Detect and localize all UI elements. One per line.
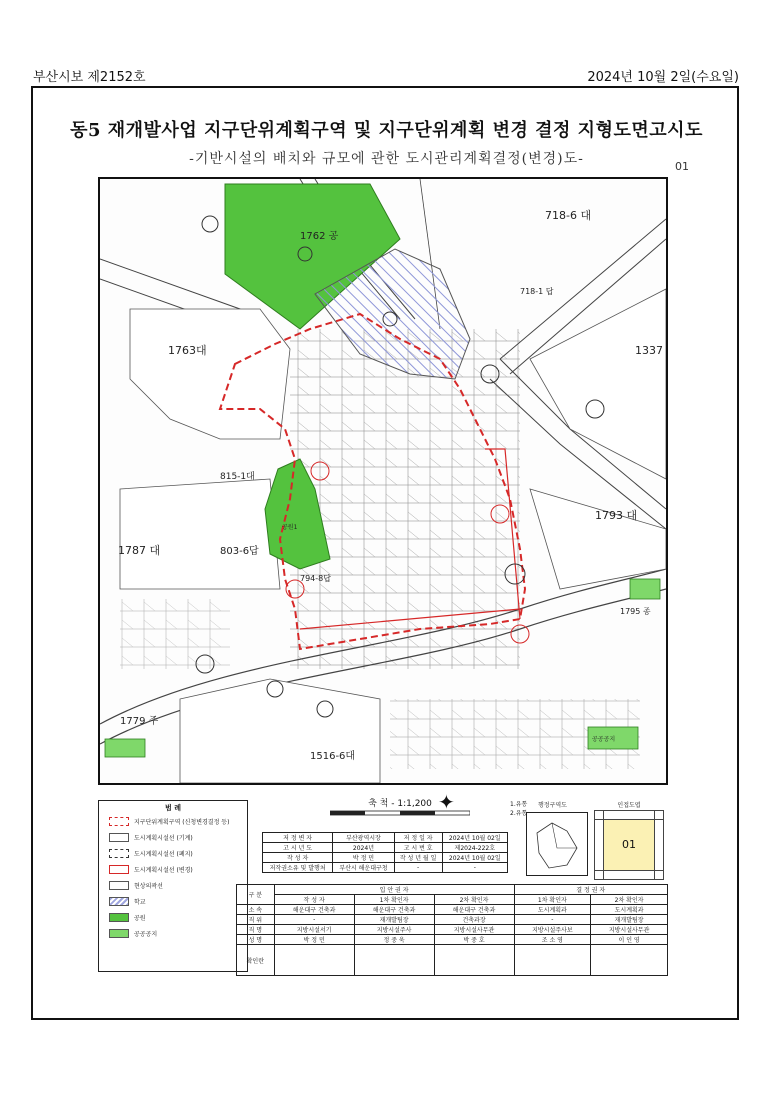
parcel-label: 718-1 답 bbox=[520, 287, 554, 296]
table-cell: 작 성 자 bbox=[274, 895, 354, 905]
legend-swatch bbox=[109, 929, 129, 938]
table-cell: 건축과장 bbox=[434, 915, 514, 925]
parcel-label: 1337 bbox=[635, 344, 663, 357]
table-cell: 이 인 영 bbox=[591, 935, 668, 945]
table-cell bbox=[514, 945, 591, 976]
legend-item bbox=[109, 865, 193, 874]
table-cell: 해운대구 건축과 bbox=[434, 905, 514, 915]
legend-item bbox=[109, 817, 229, 826]
table-cell: 부산시 해운대구청 bbox=[333, 863, 394, 873]
table-cell: 도시계획과 bbox=[591, 905, 668, 915]
table-cell: 재개발팀장 bbox=[354, 915, 434, 925]
legend bbox=[98, 800, 248, 972]
table-cell: 재개발팀장 bbox=[591, 915, 668, 925]
legend-label: 공공공지 bbox=[134, 931, 158, 938]
legend-item bbox=[109, 897, 146, 906]
legend-item bbox=[109, 833, 193, 842]
legend-item bbox=[109, 913, 146, 922]
legend-swatch bbox=[109, 817, 129, 826]
legend-item bbox=[109, 881, 163, 890]
legend-swatch bbox=[109, 865, 129, 874]
table-cell: 1차 확인자 bbox=[354, 895, 434, 905]
table-cell: 작 성 년 월 일 bbox=[394, 853, 442, 863]
table-cell: 도시계획과 bbox=[514, 905, 591, 915]
legend-title: 범 례 bbox=[165, 804, 181, 812]
table-cell: - bbox=[442, 863, 507, 873]
table-cell: 결 정 권 자 bbox=[514, 885, 668, 895]
map-svg bbox=[100, 179, 666, 783]
table-cell: 고 시 년 도 bbox=[263, 843, 333, 853]
table-cell: - bbox=[274, 915, 354, 925]
table-cell: 박 중 호 bbox=[434, 935, 514, 945]
table-cell: 지방시설서기 bbox=[274, 925, 354, 935]
legend-item bbox=[109, 929, 157, 938]
legend-swatch bbox=[109, 897, 129, 906]
table-row bbox=[263, 833, 508, 843]
table-cell bbox=[354, 945, 434, 976]
legend-swatch bbox=[109, 881, 129, 890]
public-space-e bbox=[630, 579, 660, 599]
info-table bbox=[262, 832, 508, 873]
parcel-label: 803-6답 bbox=[220, 546, 259, 557]
west-parcels bbox=[120, 599, 230, 669]
table-cell: 제2024-222호 bbox=[442, 843, 507, 853]
table-cell: 해운대구 건축과 bbox=[274, 905, 354, 915]
table-cell: 입 안 권 자 bbox=[274, 885, 514, 895]
sheet-index bbox=[594, 800, 664, 880]
table-cell: 작 성 자 bbox=[263, 853, 333, 863]
table-cell: - bbox=[394, 863, 442, 873]
publication-label: 부산시보 제2152호 bbox=[33, 70, 146, 85]
approval-table bbox=[236, 884, 668, 976]
location-map bbox=[526, 812, 588, 876]
table-row bbox=[237, 915, 668, 925]
table-cell: 저 정 일 자 bbox=[394, 833, 442, 843]
north-arrow-icon: ✦ bbox=[438, 790, 455, 814]
parcel-label: 1795 종 bbox=[620, 607, 651, 616]
table-cell: 부산광역시장 bbox=[333, 833, 394, 843]
index-label: 2.유통 bbox=[510, 810, 528, 817]
legend-label: 공원 bbox=[134, 915, 146, 922]
table-cell: 2024년 10월 02일 bbox=[442, 833, 507, 843]
parcel-label: 1779 주 bbox=[120, 716, 159, 727]
table-cell: 2024년 bbox=[333, 843, 394, 853]
legend-label: 도시계획시설선 (기계) bbox=[134, 835, 193, 842]
table-cell: 고 시 번 호 bbox=[394, 843, 442, 853]
map-marker-label: 공공공지 bbox=[592, 736, 616, 743]
sheet-index-selected: 01 bbox=[604, 820, 655, 870]
map-marker-label: 공원1 bbox=[282, 524, 298, 531]
table-row bbox=[237, 895, 668, 905]
sheet-number: 01 bbox=[675, 160, 689, 173]
table-cell: 박 정 민 bbox=[274, 935, 354, 945]
table-cell: 직 위 bbox=[237, 915, 275, 925]
table-cell bbox=[274, 945, 354, 976]
parcel-label: 1516-6대 bbox=[310, 751, 356, 762]
table-cell: 해운대구 건축과 bbox=[354, 905, 434, 915]
table-cell: - bbox=[514, 915, 591, 925]
table-cell: 2차 확인자 bbox=[591, 895, 668, 905]
legend-label: 학교 bbox=[134, 899, 146, 906]
legend-swatch bbox=[109, 833, 129, 842]
legend-swatch bbox=[109, 913, 129, 922]
table-cell: 지방시설주사 bbox=[354, 925, 434, 935]
table-cell: 1차 확인자 bbox=[514, 895, 591, 905]
table-cell: 정 중 욱 bbox=[354, 935, 434, 945]
legend-label: 지구단위계획구역 (신청변경결정 등) bbox=[134, 819, 230, 826]
table-row bbox=[263, 843, 508, 853]
table-cell: 저작권소유 및 발행처 bbox=[263, 863, 333, 873]
table-cell: 지방시설주사보 bbox=[514, 925, 591, 935]
table-cell: 2차 확인자 bbox=[434, 895, 514, 905]
cadastral-map bbox=[98, 177, 668, 785]
sheet-index-grid bbox=[594, 810, 664, 880]
table-cell: 성 명 bbox=[237, 935, 275, 945]
dense-parcels bbox=[290, 329, 520, 669]
page-title: 동5 재개발사업 지구단위계획구역 및 지구단위계획 변경 결정 지형도면고시도 bbox=[70, 120, 703, 141]
table-row bbox=[237, 935, 668, 945]
table-cell: 직 명 bbox=[237, 925, 275, 935]
table-cell: 구 분 bbox=[237, 885, 275, 905]
location-map-svg bbox=[527, 813, 587, 875]
table-cell: 소 속 bbox=[237, 905, 275, 915]
table-row bbox=[263, 853, 508, 863]
parcel-label: 1787 대 bbox=[118, 544, 161, 557]
scale-text: 축 척 - 1:1,200 bbox=[368, 799, 432, 809]
index-labels bbox=[510, 800, 527, 818]
table-row bbox=[237, 945, 668, 976]
table-cell: 저 정 변 자 bbox=[263, 833, 333, 843]
parcel-label: 815-1대 bbox=[220, 472, 255, 482]
page-subtitle: -기반시설의 배치와 규모에 관한 도시관리계획결정(변경)도- bbox=[189, 151, 584, 167]
location-map-title: 행정구역도 bbox=[538, 802, 567, 809]
legend-label: 도시계획시설선 (변경) bbox=[134, 867, 193, 874]
table-row bbox=[263, 863, 508, 873]
parcel-label: 1762 공 bbox=[300, 231, 339, 242]
table-cell: 박 정 민 bbox=[333, 853, 394, 863]
table-cell: 지방시설사무관 bbox=[591, 925, 668, 935]
table-cell bbox=[434, 945, 514, 976]
sheet-index-title: 인접도엽 bbox=[617, 802, 641, 809]
legend-swatch bbox=[109, 849, 129, 858]
parcel-label: 718-6 대 bbox=[545, 209, 592, 222]
table-cell: 2024년 10월 02일 bbox=[442, 853, 507, 863]
table-row bbox=[237, 885, 668, 895]
legend-label: 현상의곽선 bbox=[134, 883, 163, 890]
legend-label: 도시계획시설선 (폐지) bbox=[134, 851, 193, 858]
table-row bbox=[237, 925, 668, 935]
table-cell: 확인란 bbox=[237, 945, 275, 976]
public-space-sw bbox=[105, 739, 145, 757]
parcel-label: 1763대 bbox=[168, 344, 207, 357]
table-cell: 지방시설사무관 bbox=[434, 925, 514, 935]
parcel-label: 1793 대 bbox=[595, 509, 638, 522]
table-cell bbox=[591, 945, 668, 976]
publication-date: 2024년 10월 2일(수요일) bbox=[587, 70, 739, 85]
index-label: 1.유통 bbox=[510, 801, 528, 808]
table-cell: 조 소 영 bbox=[514, 935, 591, 945]
legend-item bbox=[109, 849, 193, 858]
parcel-label: 794-8답 bbox=[300, 574, 331, 583]
table-row bbox=[237, 905, 668, 915]
